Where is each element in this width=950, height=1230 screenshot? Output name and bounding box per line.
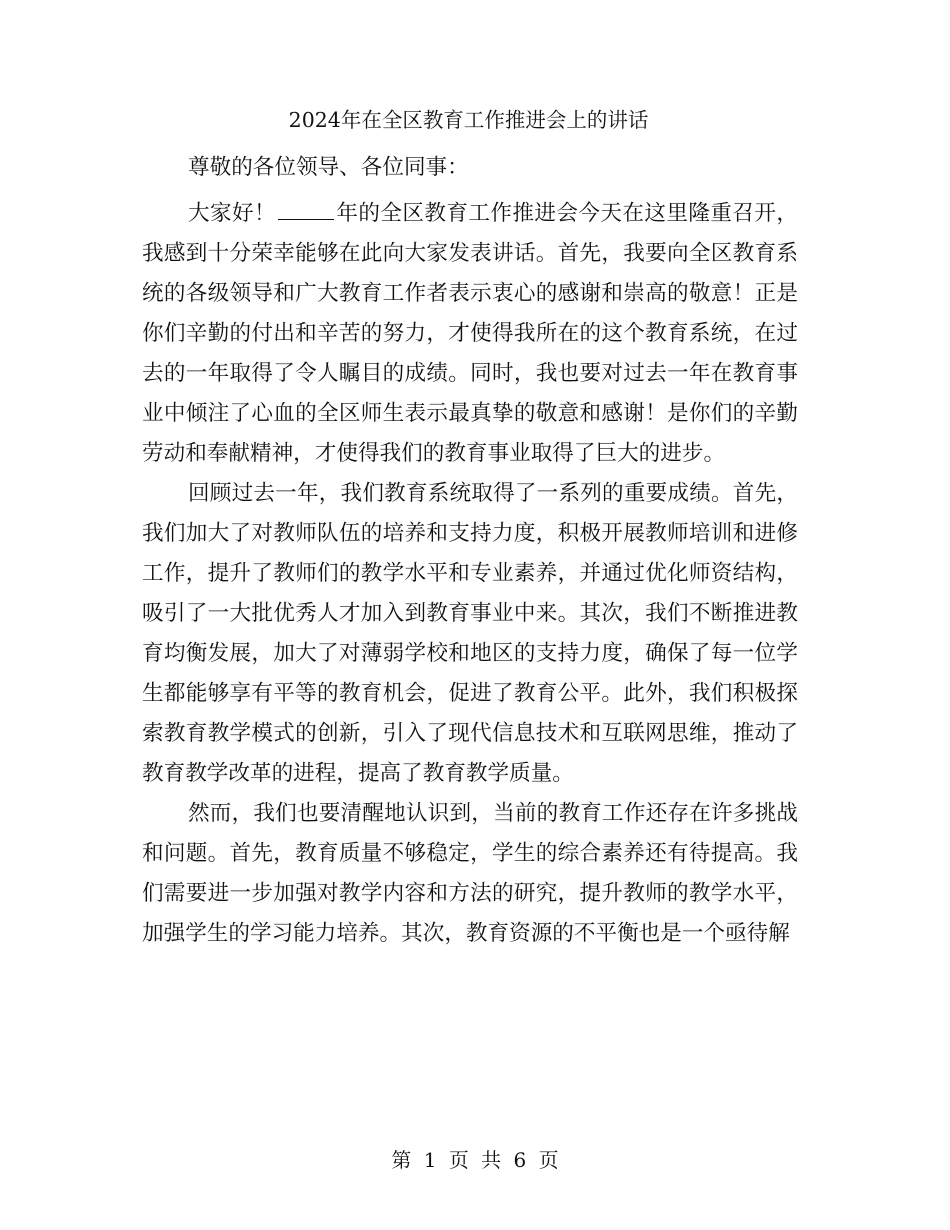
paragraph-1 xyxy=(142,194,798,474)
salutation: 尊敬的各位领导、各位同事： xyxy=(188,155,469,180)
document-body xyxy=(142,150,798,954)
page-indicator: 第 1 页 共 6 页 xyxy=(391,1148,559,1172)
paragraph-3: 然而，我们也要清醒地认识到，当前的教育工作还存在许多挑战和问题。首先，教育质量不够稳定，学生的综合素养还有待提高。我们需要进一步加强对教学内容和方法的研究，提升教师的教学水平，加强学生的学习能力培养。其次，教育资源的不平衡也是一个亟待解 xyxy=(142,801,798,946)
paragraph-1-greeting: 大家好！ xyxy=(188,201,276,226)
document-title: 2024年在全区教育工作推进会上的讲话 xyxy=(288,108,649,132)
fill-in-blank xyxy=(278,197,334,220)
paragraph-1-text: 年的全区教育工作推进会今天在这里隆重召开，我感到十分荣幸能够在此向大家发表讲话。首先，我要向全区教育系统的各级领导和广大教育工作者表示衷心的感谢和崇高的敬意！正是你们辛勤的付出和辛苦的努力，才使得我所在的这个教育系统，在过去的一年取得了令人瞩目的成绩。同时，我也要对过去一年在教育事业中倾注了心血的全区师生表示最真挚的敬意和感谢！是你们的辛勤劳动和奉献精神，才使得我们的教育事业取得了巨大的进步。 xyxy=(142,201,798,466)
paragraph-2: 回顾过去一年，我们教育系统取得了一系列的重要成绩。首先，我们加大了对教师队伍的培养和支持力度，积极开展教师培训和进修工作，提升了教师们的教学水平和专业素养，并通过优化师资结构，吸引了一大批优秀人才加入到教育事业中来。其次，我们不断推进教育均衡发展，加大了对薄弱学校和地区的支持力度，确保了每一位学生都能够享有平等的教育机会，促进了教育公平。此外，我们积极探索教育教学模式的创新，引入了现代信息技术和互联网思维，推动了教育教学改革的进程，提高了教育教学质量。 xyxy=(142,481,798,786)
